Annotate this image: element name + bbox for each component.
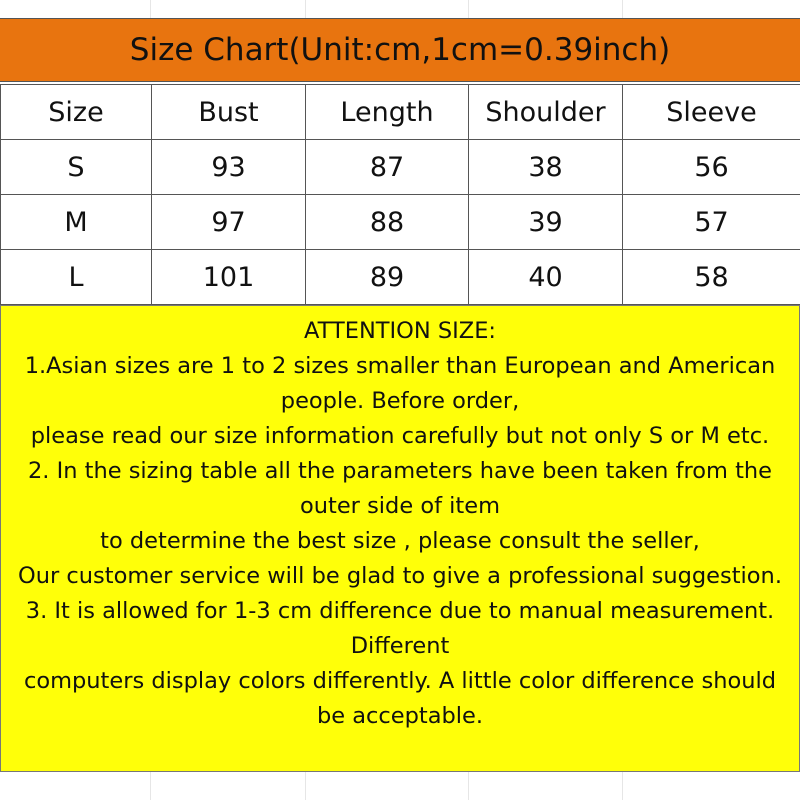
table-cell: S bbox=[1, 140, 152, 195]
notice-line: be acceptable. bbox=[316, 703, 484, 729]
notice-line: people. Before order, bbox=[280, 388, 520, 414]
table-cell: 88 bbox=[306, 195, 469, 250]
table-header-row bbox=[1, 85, 800, 140]
table-row bbox=[1, 195, 800, 250]
table-cell: 38 bbox=[469, 140, 623, 195]
column-header-length: Length bbox=[306, 85, 469, 140]
notice-line: Our customer service will be glad to give a professional suggestion. bbox=[18, 563, 782, 589]
table-row bbox=[1, 140, 800, 195]
table-cell: 39 bbox=[469, 195, 623, 250]
table-cell: 93 bbox=[152, 140, 306, 195]
backdrop-gridline bbox=[622, 0, 623, 18]
column-header-shoulder: Shoulder bbox=[469, 85, 623, 140]
table-cell: 89 bbox=[306, 250, 469, 305]
notice-line: computers display colors differently. A little color difference should bbox=[23, 668, 777, 694]
table-row bbox=[1, 250, 800, 305]
backdrop-gridline bbox=[305, 0, 306, 18]
chart-title: Size Chart(Unit:cm,1cm=0.39inch) bbox=[0, 18, 800, 82]
notice-line: Different bbox=[350, 633, 450, 659]
notice-line: please read our size information carefully but not only S or M etc. bbox=[30, 423, 770, 449]
notice-line: 3. It is allowed for 1-3 cm difference due to manual measurement. bbox=[25, 598, 775, 624]
notice-line: 2. In the sizing table all the parameters have been taken from the bbox=[27, 458, 773, 484]
table-cell: 87 bbox=[306, 140, 469, 195]
backdrop-gridline bbox=[622, 772, 623, 800]
table-cell: 97 bbox=[152, 195, 306, 250]
table-cell: L bbox=[1, 250, 152, 305]
notice-line: outer side of item bbox=[299, 493, 501, 519]
table-cell: 56 bbox=[623, 140, 800, 195]
attention-notice bbox=[0, 305, 800, 772]
backdrop-gridline bbox=[305, 772, 306, 800]
table-cell: 40 bbox=[469, 250, 623, 305]
notice-line: to determine the best size , please consult the seller, bbox=[100, 528, 700, 554]
table-cell: M bbox=[1, 195, 152, 250]
column-header-sleeve: Sleeve bbox=[623, 85, 800, 140]
backdrop-gridline bbox=[468, 0, 469, 18]
backdrop-gridline bbox=[150, 772, 151, 800]
notice-line: 1.Asian sizes are 1 to 2 sizes smaller than European and American bbox=[24, 353, 776, 379]
backdrop-gridline bbox=[468, 772, 469, 800]
table-cell: 57 bbox=[623, 195, 800, 250]
backdrop-gridline bbox=[150, 0, 151, 18]
table-cell: 58 bbox=[623, 250, 800, 305]
table-cell: 101 bbox=[152, 250, 306, 305]
column-header-bust: Bust bbox=[152, 85, 306, 140]
notice-heading: ATTENTION SIZE: bbox=[304, 318, 496, 344]
size-table bbox=[0, 84, 800, 305]
column-header-size: Size bbox=[1, 85, 152, 140]
